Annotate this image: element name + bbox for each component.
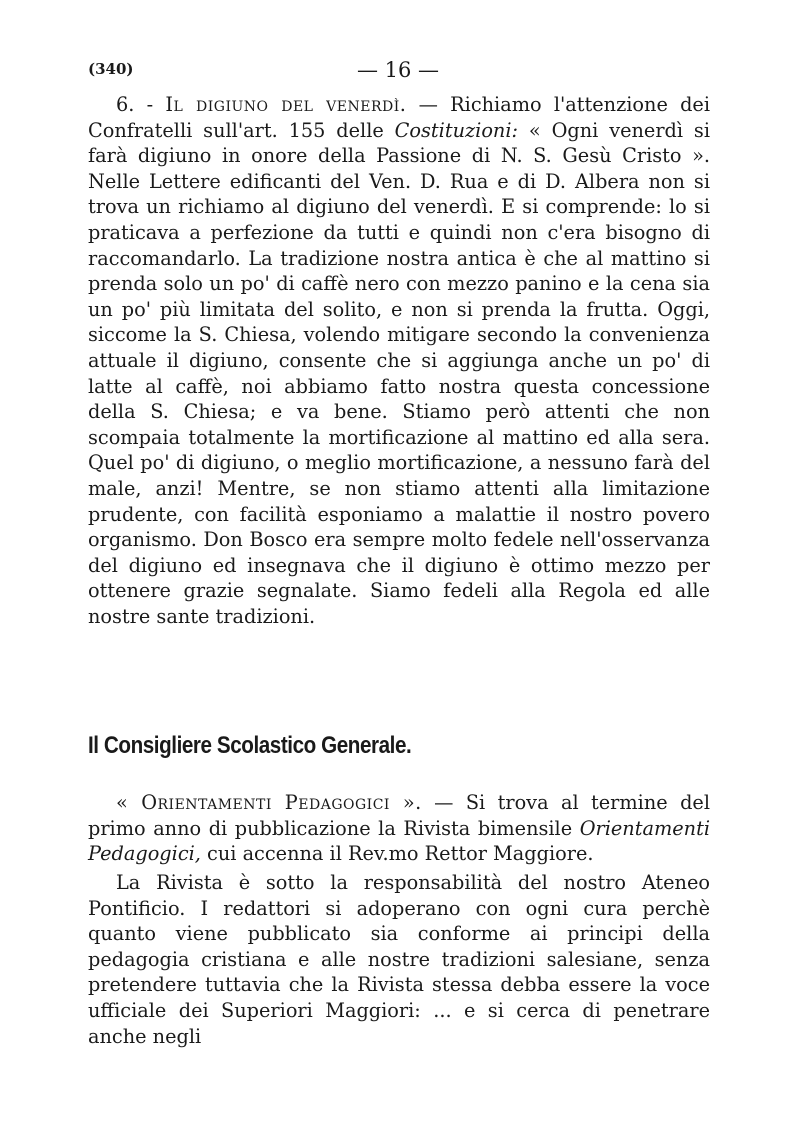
page-number: — 16 — (356, 58, 440, 82)
paragraph-text: — Si trova al termine del primo anno di pubblicazione la Rivista bimensile (88, 791, 710, 840)
subsection-title: « Orientamenti Pedagogici ». (116, 791, 422, 814)
paragraph-digiuno (88, 92, 710, 629)
page-reference: (340) (88, 60, 134, 78)
page-header (88, 58, 708, 84)
journal-title: Orientamenti Pedagogici, (88, 816, 710, 866)
paragraph-text: cui accenna il Rev.mo Rettor Maggiore. (200, 842, 594, 866)
section-title: Il digiuno del venerdì. (165, 93, 407, 116)
section-number: 6. - (116, 93, 154, 116)
paragraph-text: — Richiamo l'attenzione dei Confratelli sull'art. 155 delle (88, 93, 711, 142)
paragraph-rivista: La Rivista è sotto la responsabilità del nostro Ateneo Pontificio. I redattori si adoperano con ogni cura perchè quanto viene pubblicato sia conforme ai principi della pedagogia cristiana e alle nostre tradizioni salesiane, senza pretendere tuttavia che la Rivista stessa debba essere la voce ufficiale dei Superiori Maggiori: ... e si cerca di penetrare anche negli (88, 871, 710, 1048)
paragraph-orientamenti (88, 790, 710, 867)
section-heading: Il Consigliere Scolastico Generale. (88, 732, 412, 759)
paragraph-text: « Ogni venerdì si farà digiuno in onore della Passione di N. S. Gesù Cristo ». Nelle Lettere edificanti del Ven. D. Rua e di D. Albera non si trova un richiamo al digiuno del venerdì. E si comprende: lo si praticava a perfezione da tutti e quindi non c'era bisogno di raccomandarlo. La tradizione nostra antica è che al mattino si prenda solo un po' di caffè nero con mezzo panino e la cena sia un po' più limitata del solito, e non si prenda la frutta. Oggi, siccome la S. Chiesa, volendo mitigare secondo la convenienza attuale il digiuno, consente che si aggiunga anche un po' di latte al caffè, noi abbiamo fatto nostra questa concessione della S. Chiesa; e va bene. Stiamo però attenti che non scompaia totalmente la mortificazione al mattino ed alla sera. Quel po' di digiuno, o meglio mortificazione, a nessuno farà del male, anzi! Mentre, se non stiamo attenti alla limitazione prudente, con facilità esponiamo a malattie il nostro povero organismo. Don Bosco era sempre molto fedele nell'osservanza del digiuno ed insegnava che il digiuno è ottimo mezzo per ottenere grazie segnalate. Siamo fedeli alla Regola ed alle nostre sante tradizioni. (88, 118, 710, 628)
constitutions-ref: Costituzioni: (394, 118, 519, 142)
